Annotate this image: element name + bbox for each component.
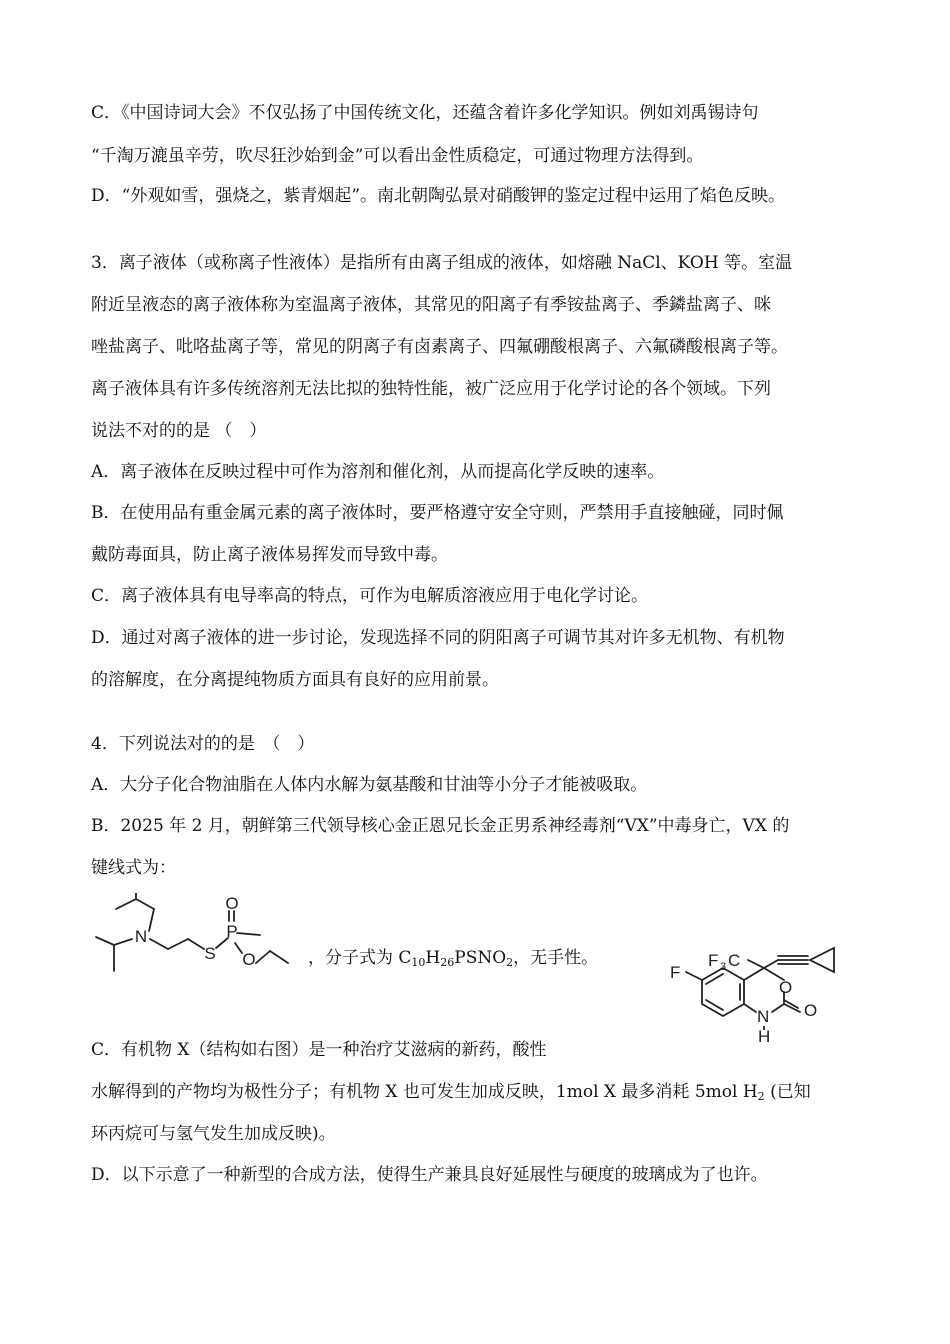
formula-psno: PSNO [454, 948, 507, 968]
vx-structure [92, 893, 307, 993]
x-atom-cf3-subscript: 3 [720, 961, 727, 973]
q3-stem-line3: 唑盐离子、吡咯盐离子等，常见的阴离子有卤素离子、四氟硼酸根离子、六氟磷酸根离子等。 [91, 337, 788, 357]
q3-option-d-line2: 的溶解度，在分离提纯物质方面具有良好的应用前景。 [91, 670, 499, 690]
q4-option-b-formula-prefix: ，分子式为 C [308, 948, 412, 968]
q4-option-a: A．大分子化合物油脂在人体内水解为氨基酸和甘油等小分子才能被吸取。 [91, 775, 648, 795]
x-atom-o-ring: O [779, 978, 793, 997]
q4-option-b-line3 [308, 947, 598, 969]
x-atom-h: H [758, 1027, 771, 1046]
q4-option-b-line1: B．2025 年 2 月，朝鲜第三代领导核心金正恩兄长金正男系神经毒剂“VX”中毒身亡，VX 的 [91, 816, 790, 836]
q4-option-c-line3: 环丙烷可与氢气发生加成反映)。 [91, 1124, 336, 1144]
q3-stem-line5: 说法不对的的是 （ ） [91, 421, 267, 441]
vx-atom-p: P [226, 922, 238, 941]
q4-option-d: D．以下示意了一种新型的合成方法，使得生产兼具良好延展性与硬度的玻璃成为了也许。 [91, 1165, 768, 1185]
x-atom-cf3-c: C [728, 951, 741, 970]
subscript-26: 26 [440, 956, 455, 969]
q3-stem-line2: 附近呈液态的离子液体称为室温离子液体，其常见的阳离子有季铵盐离子、季鏻盐离子、咪 [91, 295, 771, 315]
q2-option-c-line2: “千淘万漉虽辛劳，吹尽狂沙始到金”可以看出金性质稳定，可通过物理方法得到。 [91, 146, 704, 166]
q3-stem-line4: 离子液体具有许多传统溶剂无法比拟的独特性能，被广泛应用于化学讨论的各个领域。下列 [91, 379, 771, 399]
q3-option-d-line1: D．通过对离子液体的进一步讨论，发现选择不同的阴阳离子可调节其对许多无机物、有机物 [91, 628, 785, 648]
q2-option-c-line1: C．《中国诗词大会》不仅弘扬了中国传统文化，还蕴含着许多化学知识。例如刘禹锡诗句 [91, 103, 759, 123]
compound-x-structure [668, 940, 848, 1075]
q4-option-b-line2: 键线式为： [91, 858, 176, 878]
q3-option-b-line2: 戴防毒面具，防止离子液体易挥发而导致中毒。 [91, 545, 448, 565]
q4-option-c-line2 [91, 1081, 811, 1103]
subscript-2: 2 [506, 956, 514, 969]
vx-atom-o-ester: O [242, 950, 256, 969]
vx-atom-n: N [134, 927, 148, 946]
q4-option-c-line2-text: 水解得到的产物均为极性分子；有机物 X 也可发生加成反映，1mol X 最多消耗 5mol H [91, 1082, 758, 1102]
x-atom-f: F [670, 963, 681, 982]
x-atom-cf3-f: F [708, 951, 719, 970]
q4-option-b-formula-suffix: ，无手性。 [513, 948, 599, 968]
q3-option-c: C．离子液体具有电导率高的特点，可作为电解质溶液应用于电化学讨论。 [91, 586, 649, 606]
x-atom-o-keto: O [804, 1001, 818, 1020]
q3-stem-line1: 3．离子液体（或称离子性液体）是指所有由离子组成的液体，如熔融 NaCl、KOH 等。室温 [91, 253, 793, 273]
vx-atom-o-double: O [225, 894, 239, 913]
vx-atom-s: S [204, 944, 216, 963]
q2-option-d: D．“外观如雪，强烧之，紫青烟起”。南北朝陶弘景对硝酸钾的鉴定过程中运用了焰色反映。 [91, 186, 786, 206]
q4-option-c-line1: C．有机物 X（结构如右图）是一种治疗艾滋病的新药，酸性 [91, 1040, 547, 1060]
x-atom-n: N [757, 1007, 770, 1026]
q4-stem: 4．下列说法对的的是 （ ） [91, 734, 315, 754]
subscript-10: 10 [411, 956, 426, 969]
q3-option-a: A．离子液体在反映过程中可作为溶剂和催化剂，从而提高化学反映的速率。 [91, 462, 665, 482]
formula-hydrogen: H [425, 948, 441, 968]
q3-option-b-line1: B．在使用品有重金属元素的离子液体时，要严格遵守安全守则，严禁用手直接触碰，同时佩 [91, 503, 784, 523]
subscript-h2: 2 [757, 1090, 765, 1103]
q4-option-c-line2-tail: (已知 [764, 1082, 811, 1102]
